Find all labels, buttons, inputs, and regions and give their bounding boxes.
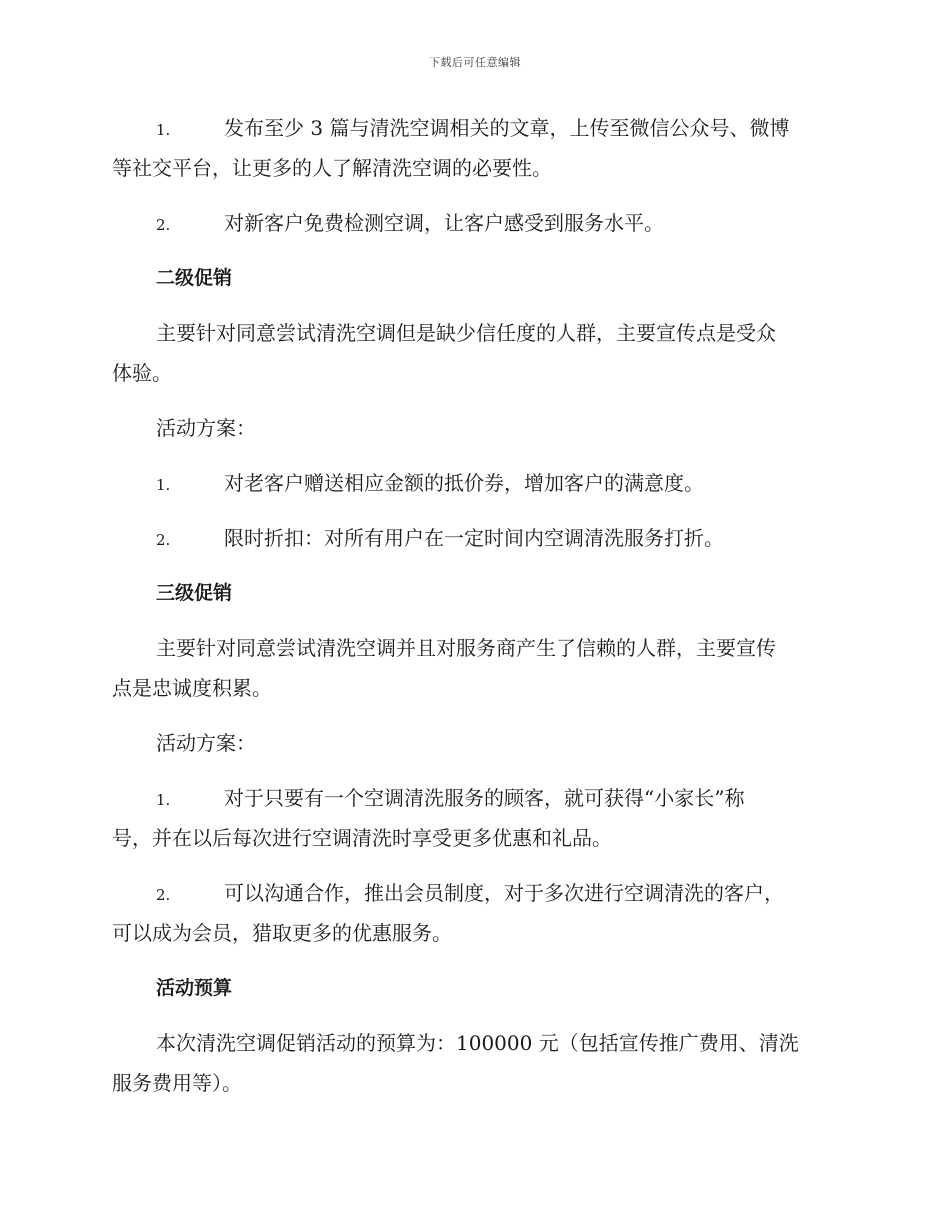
list-item-text: 对新客户免费检测空调，让客户感受到服务水平。 [224,211,664,235]
section-heading-budget: 活动预算 [156,977,233,999]
list-item-number: 1. [156,791,171,809]
list-item [112,518,832,558]
list-item-text: 可以成为会员，猎取更多的优惠服务。 [112,921,452,945]
page-header: 下载后可任意编辑 [429,56,521,69]
list-item [112,108,832,188]
paragraph [112,628,832,708]
list-item [112,463,832,503]
document-body [112,108,832,1103]
list-item [112,873,832,953]
paragraph [112,313,832,393]
plan-label: 活动方案： [156,731,256,755]
paragraph [112,1023,832,1103]
list-item [112,778,832,858]
list-item-number: 2. [156,531,171,549]
section-heading-level2: 二级促销 [156,267,233,289]
section-heading-level3: 三级促销 [156,582,233,604]
paragraph-text: 点是忠诚度积累。 [112,676,272,700]
list-item-text: 号，并在以后每次进行空调清洗时享受更多优惠和礼品。 [112,826,612,850]
list-item-text: 发布至少 3 篇与清洗空调相关的文章，上传至微信公众号、微博 [224,116,790,140]
paragraph-text: 本次清洗空调促销活动的预算为：100000 元（包括宣传推广费用、清洗 [156,1031,799,1055]
list-item-number: 2. [156,216,171,234]
paragraph-text: 主要针对同意尝试清洗空调并且对服务商产生了信赖的人群，主要宣传 [156,636,776,660]
paragraph-text: 体验。 [112,361,172,385]
list-item-number: 2. [156,886,171,904]
paragraph-text: 服务费用等）。 [112,1071,242,1095]
list-item-number: 1. [156,476,171,494]
list-item [112,203,832,243]
list-item-text: 可以沟通合作，推出会员制度，对于多次进行空调清洗的客户， [224,881,784,905]
list-item-text: 对于只要有一个空调清洗服务的顾客，就可获得“小家长”称 [224,786,745,810]
list-item-text: 对老客户赠送相应金额的抵价券，增加客户的满意度。 [224,471,704,495]
list-item-text: 限时折扣：对所有用户在一定时间内空调清洗服务打折。 [224,526,724,550]
list-item-number: 1. [156,121,171,139]
plan-label: 活动方案： [156,416,256,440]
paragraph-text: 主要针对同意尝试清洗空调但是缺少信任度的人群，主要宣传点是受众 [156,321,776,345]
list-item-text: 等社交平台，让更多的人了解清洗空调的必要性。 [112,156,552,180]
